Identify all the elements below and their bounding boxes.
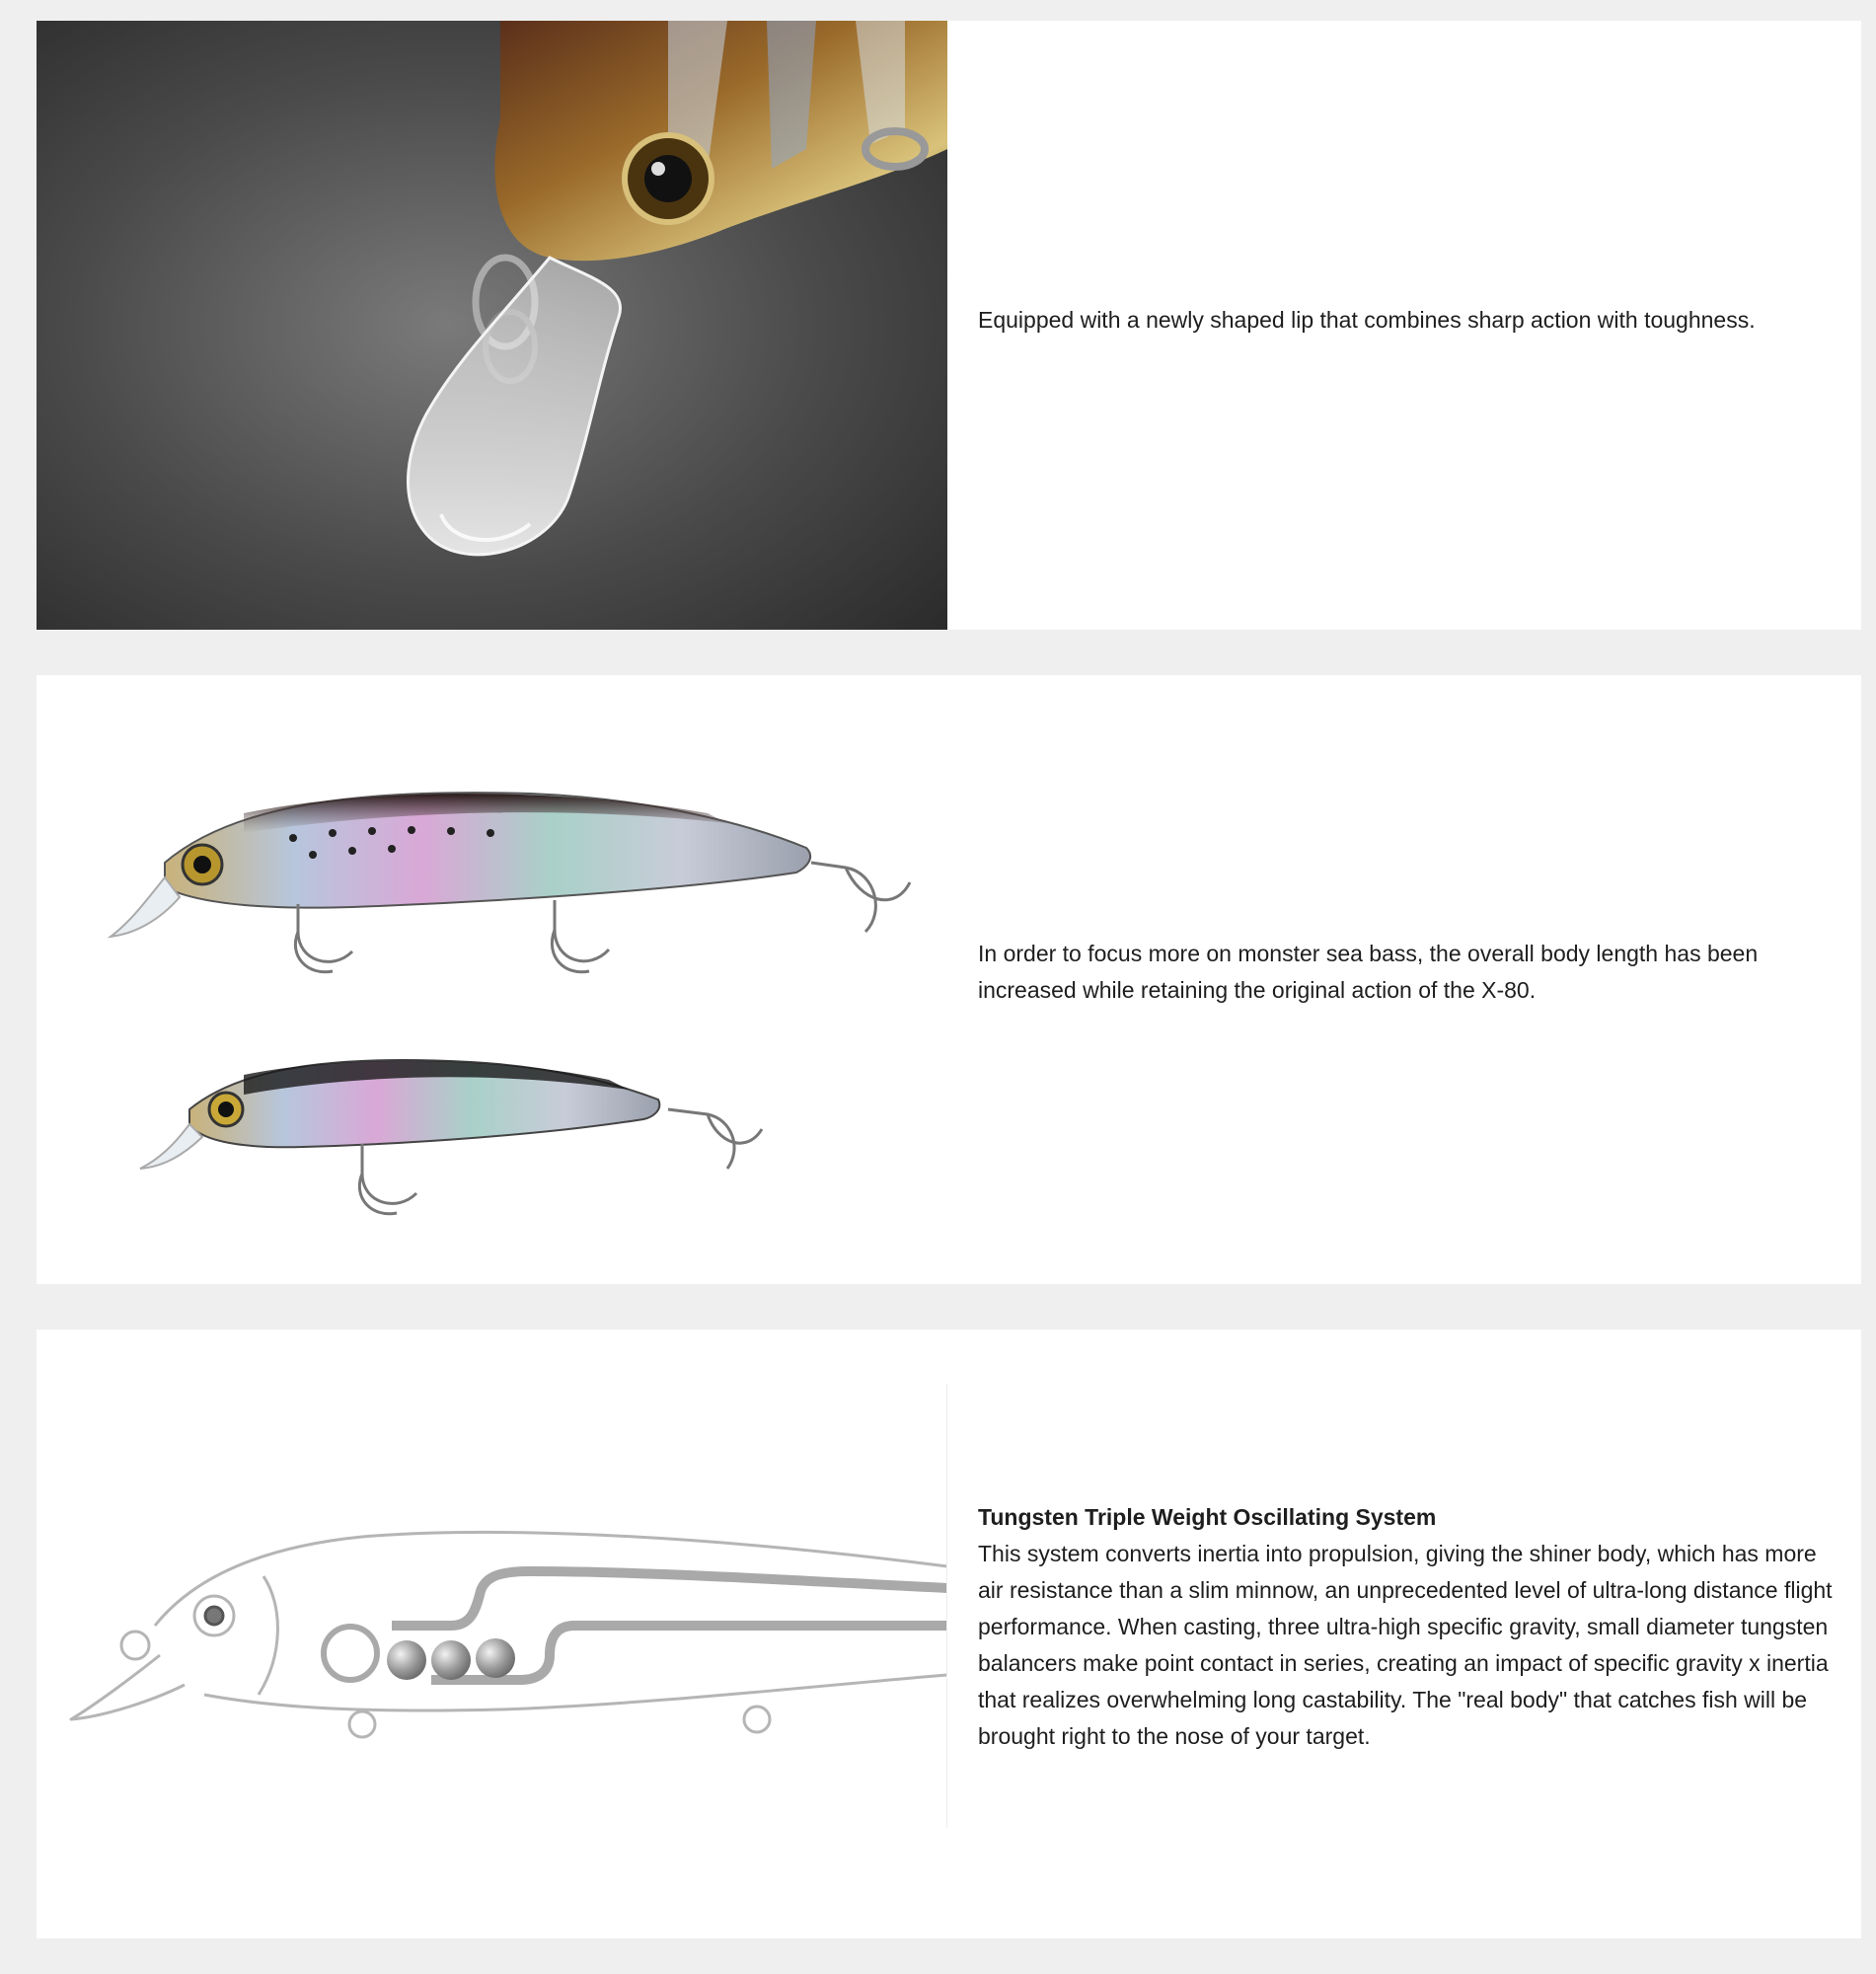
tungsten-weight-system-diagram	[37, 1329, 947, 1938]
feature-card-body-length	[37, 675, 1861, 1284]
lure-lip-closeup-photo	[37, 21, 947, 630]
body-length-description-text: In order to focus more on monster sea bass, the overall body length has been increased while retaining the original action of the X-80.	[978, 941, 1759, 1003]
feature-card-weight-system	[37, 1329, 1861, 1938]
lip-description	[978, 302, 1837, 339]
weight-system-description-text: This system converts inertia into propulsion, giving the shiner body, which has more air resistance than a slim minnow, an unprecedented level of ultra-long distance flight performance. When casting, three ultra-high specific gravity, small diameter tungsten balancers make point contact in series, creating an impact of specific gravity x inertia that realizes overwhelming long castability. The "real body" that catches fish will be brought right to the nose of your target.	[978, 1541, 1833, 1749]
weight-system-heading: Tungsten Triple Weight Oscillating System	[978, 1504, 1437, 1530]
weight-system-description	[978, 1499, 1837, 1755]
feature-card-lip	[37, 21, 1861, 630]
two-lures-size-comparison-photo	[37, 675, 947, 1284]
body-length-description	[978, 936, 1837, 1009]
lip-description-text: Equipped with a newly shaped lip that combines sharp action with toughness.	[978, 307, 1756, 333]
section-divider	[946, 1384, 947, 1828]
